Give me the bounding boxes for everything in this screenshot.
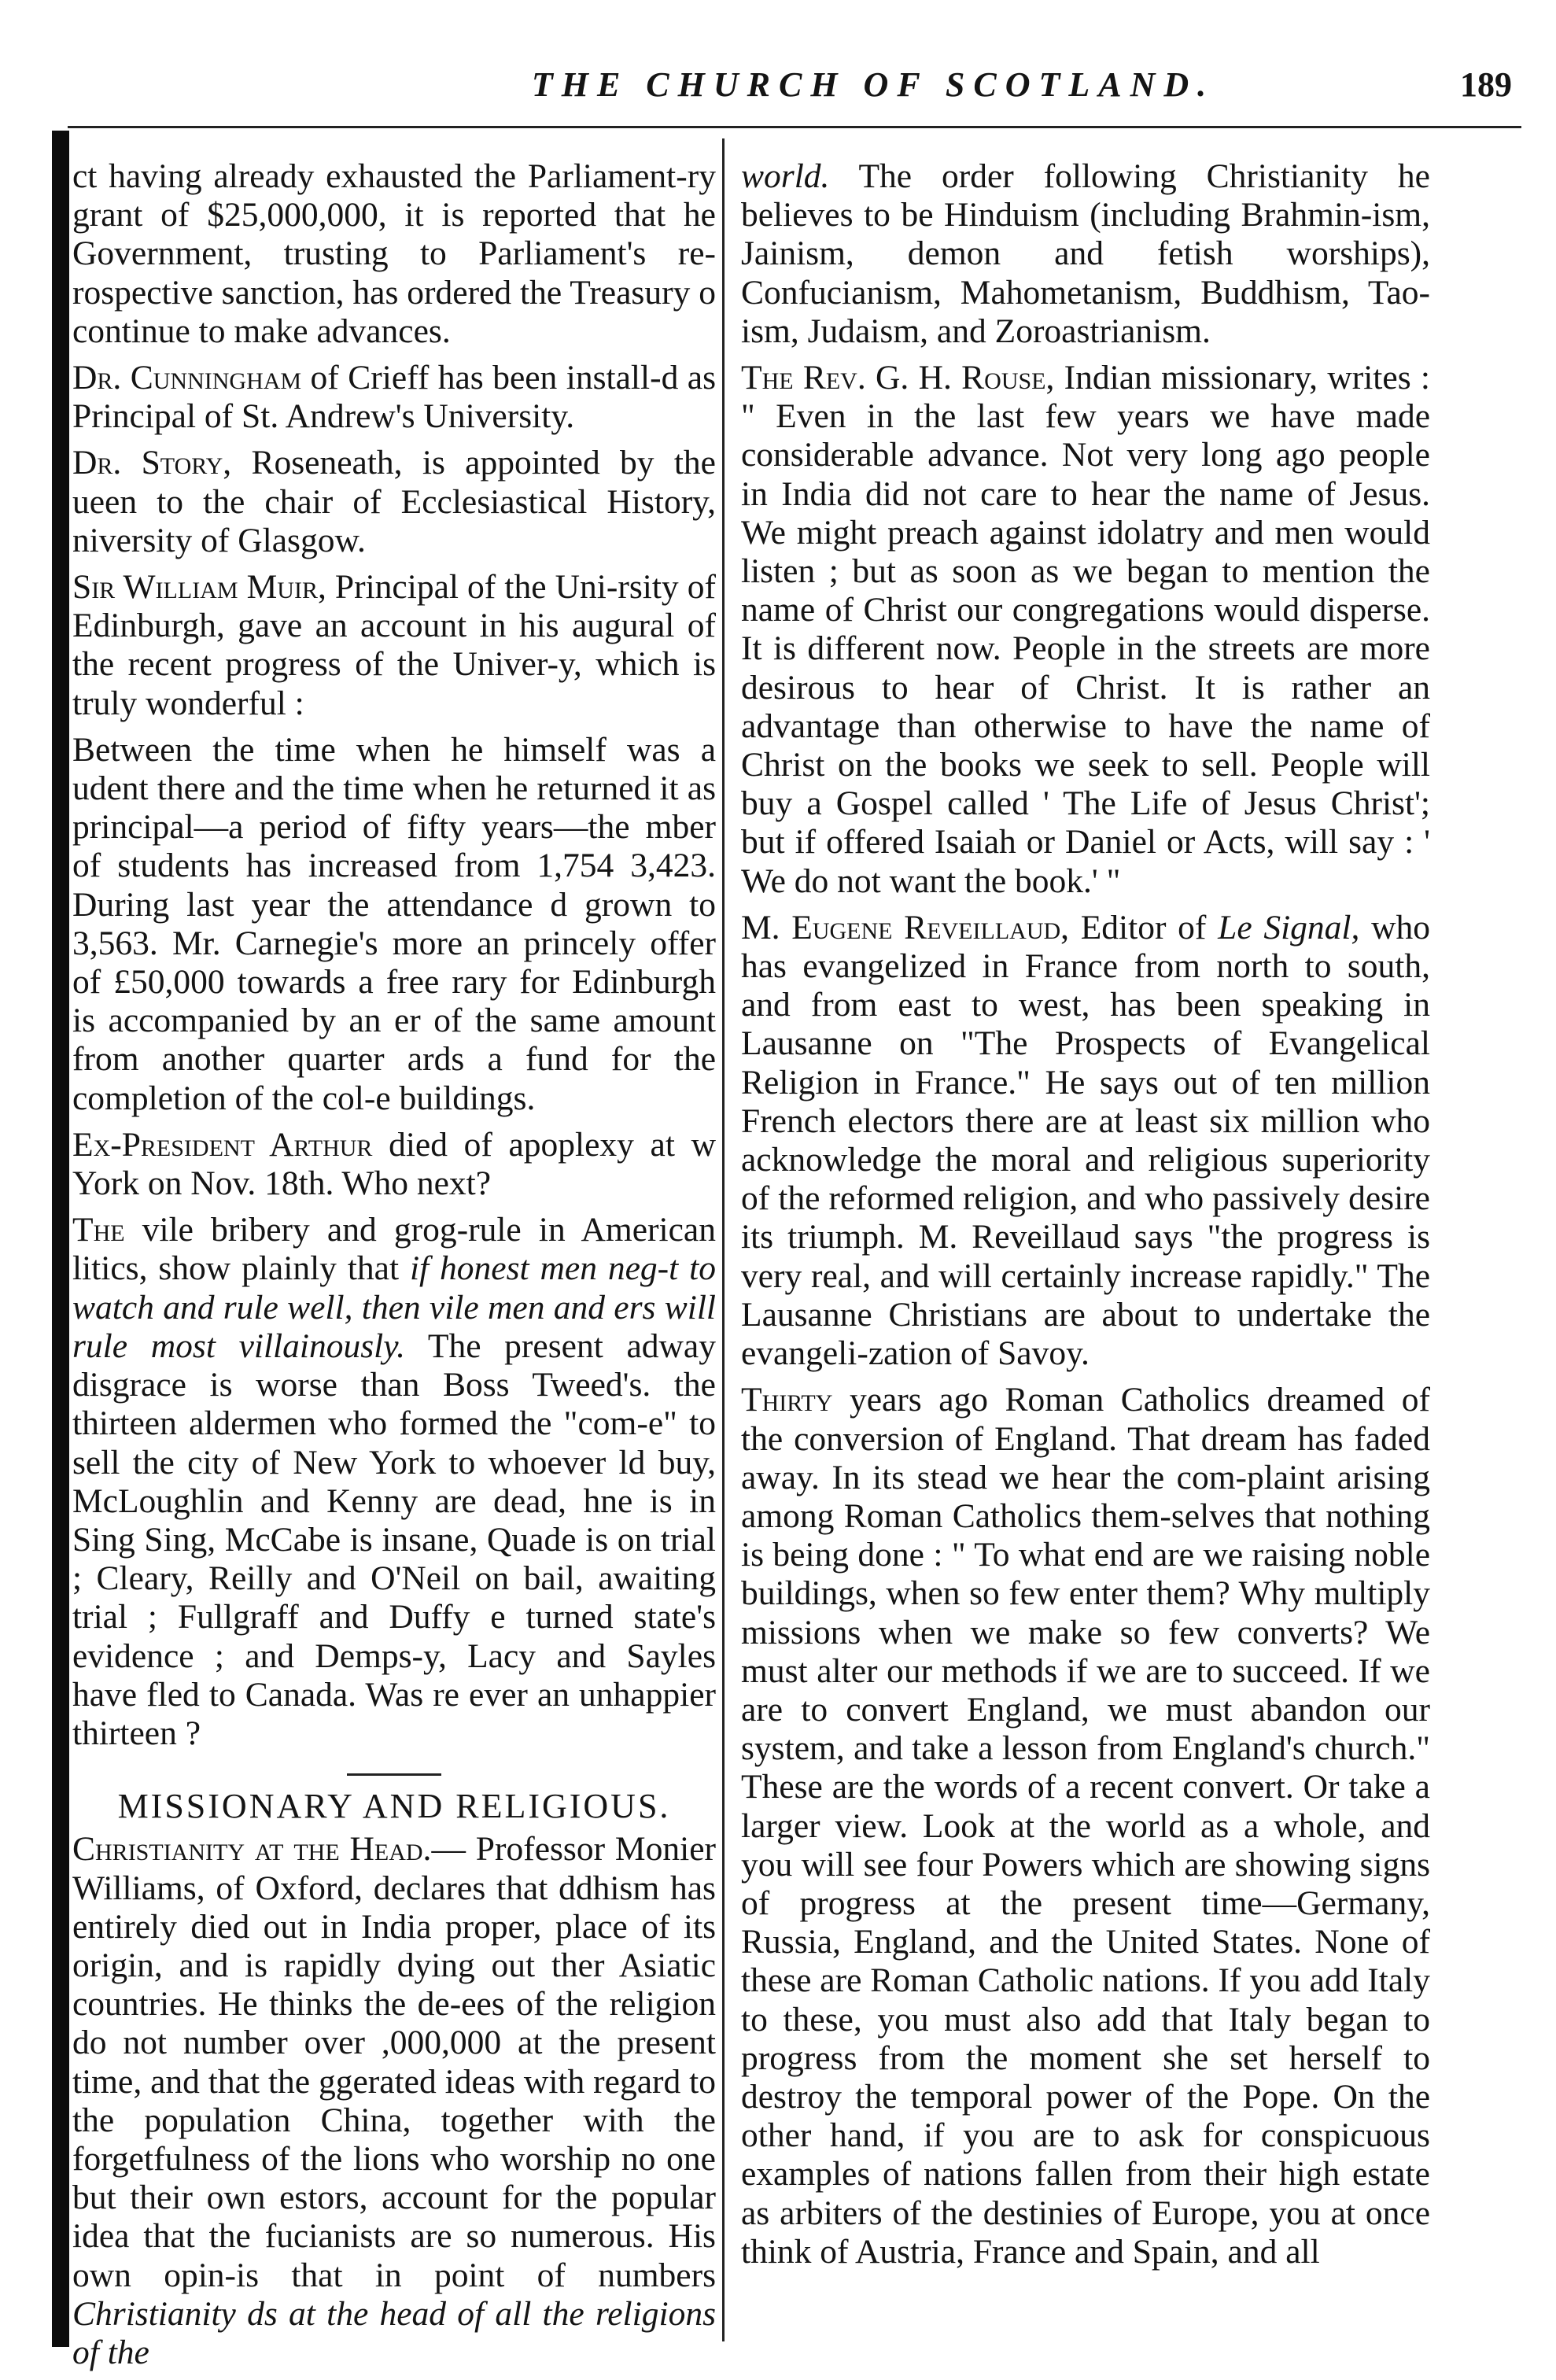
paragraph-text: Between the time when he himself was a udent there and the time when he returned it as principal—a period of fifty years—the mber of students has increased from 1,754 3,423. During last year the attendance d grown to 3,563. Mr. Carnegie's more an princely offer of £50,000 towards a free rary for Edinburgh is accompanied by an er of the same amount from another quarter ards a fund for the completion of the col-e buildings. [72, 730, 716, 1117]
paragraph [741, 157, 1430, 351]
paragraph-lead: Christianity at the Head. [72, 1830, 432, 1869]
paragraph-lead: Ex-President Arthur [72, 1125, 373, 1164]
paragraph-text: ct having already exhausted the Parliament-ry grant of $25,000,000, it is reported that he Government, trusting to Parliament's re-rospective sanction, has ordered the Treasury o continue to make advances. [72, 157, 716, 350]
right-column [741, 157, 1430, 2279]
paragraph-text: Principal of the Uni-rsity of Edinburgh, gave an account in his augural of the recent progress of the Univer-y, which is truly wonderful : [72, 568, 716, 722]
paragraph-text: vile bribery and grog-rule in American litics, show plainly that [72, 1211, 716, 1288]
paragraph-italic: if honest men neg-t to watch and rule well, then vile men and ers will rule most villainously. [72, 1249, 716, 1365]
paragraph-lead: Dr. Story, [72, 444, 232, 482]
paragraph-italic: world. [741, 157, 830, 195]
header-rule [68, 126, 1521, 128]
paragraph [741, 1381, 1430, 2271]
paragraph-text: of Crieff has been install-d as Principal of St. Andrew's University. [72, 359, 717, 436]
paragraph-text: years ago Roman Catholics dreamed of the conversion of England. That dream has faded away. In its stead we hear the com-plaint arising among Roman Catholics them-selves that nothing is being done : " To what end are we raising noble buildings, when so few enter them? Why multiply missions when we make so few converts? We must alter our methods if we are to succeed. If we are to convert England, we must abandon our system, and take a lesson from England's church." These are the words of a recent convert. Or take a larger view. Look at the world as a whole, and you will see four Powers which are showing signs of progress at the present time—Germany, Russia, England, and the United States. None of these are Roman Catholic nations. If you add Italy to these, you must also add that Italy began to progress from the moment she set herself to destroy the temporal power of the Pope. On the other hand, if you are to ask for conspicuous examples of nations fallen from their high estate as arbiters of the destinies of Europe, you at once think of Austria, France and Spain, and all [741, 1381, 1430, 2271]
paragraph [72, 1211, 716, 1753]
paragraph-italic: Le Signal, [1218, 908, 1360, 946]
paragraph [72, 1126, 716, 1203]
paragraph-lead: The [72, 1211, 125, 1249]
paragraph-text: The present adway disgrace is worse than Boss Tweed's. the thirteen aldermen who formed the "com-e" to sell the city of New York to whoever ld buy, McLoughlin and Kenny are dead, hne is in Sing Sing, McCabe is insane, Quade is on trial ; Cleary, Reilly and O'Neil on bail, awaiting trial ; Fullgraff and Duffy e turned state's evidence ; and Demps-y, Lacy and Sayles have fled to Canada. Was re ever an unhappier thirteen ? [72, 1327, 716, 1752]
paragraph-text: who has evangelized in France from north to south, and from east to west, has been speaking in Lausanne on "The Prospects of Evangelical Religion in France." He says out of ten million French electors there are at least six million who acknowledge the moral and religious superiority of the reformed religion, and who passively desire its triumph. M. Reveillaud says "the progress is very real, and will certainly increase rapidly." The Lausanne Christians are about to undertake the evangeli-zation of Savoy. [741, 908, 1431, 1373]
paragraph-text: Indian missionary, writes : " Even in the last few years we have made considerable advance. Not very long ago people in India did not care to hear the name of Jesus. We might preach against idolatry and men would listen ; but as soon as we began to mention the name of Christ our congregations would disperse. It is different now. People in the streets are more desirous to hear of Christ. It is rather an advantage than otherwise to have the name of Christ on the books we seek to sell. People will buy a Gospel called ' The Life of Jesus Christ'; but if offered Isaiah or Daniel or Acts, will say : ' We do not want the book.' " [741, 359, 1431, 900]
page-header [0, 0, 1556, 149]
paragraph-lead: Thirty [741, 1381, 833, 1419]
binding-shadow [52, 131, 69, 2347]
paragraph [741, 359, 1430, 901]
paragraph-lead: M. Eugene Reveillaud, [741, 908, 1070, 946]
paragraph [72, 568, 716, 723]
paragraph-text: Roseneath, is appointed by the ueen to the chair of Ecclesiastical History, niversity of Glasgow. [72, 444, 716, 559]
paragraph-lead: The Rev. G. H. Rouse, [741, 359, 1055, 397]
running-title: THE CHURCH OF SCOTLAND. [531, 65, 1215, 104]
paragraph-lead: Dr. Cunningham [72, 359, 302, 397]
paragraph-lead: Sir William Muir, [72, 568, 326, 607]
section-rule [347, 1773, 441, 1776]
paragraph-italic: Christianity ds at the head of all the religions of the [72, 2294, 716, 2371]
paragraph-text: Editor of [1069, 908, 1219, 946]
paragraph-text: The order following Christianity he believes to be Hinduism (including Brahmin-ism, Jainism, demon and fetish worships), Confucianism, Mahometanism, Buddhism, Tao-ism, Judaism, and Zoroastrianism. [741, 157, 1430, 350]
paragraph [72, 359, 716, 436]
section-heading: MISSIONARY AND RELIGIOUS. [117, 1787, 671, 1826]
page-number: 189 [1460, 65, 1512, 104]
paragraph-text: died of apoplexy at w York on Nov. 18th. Who next? [72, 1125, 717, 1203]
left-column [72, 157, 716, 2380]
paragraph [72, 157, 716, 351]
paragraph-text: — Professor Monier Williams, of Oxford, declares that ddhism has entirely died out in India proper, place of its origin, and is rapidly dying out ther Asiatic countries. He thinks the de-ees of the religion do not number over ,000,000 at the present time, and that the ggerated ideas with regard to the population China, together with the forgetfulness of the lions who worship no one but their own estors, account for the popular idea that the fucianists are so numerous. His own opin-is that in point of numbers [72, 1830, 716, 2294]
paragraph [72, 1830, 716, 2372]
paragraph [72, 444, 716, 560]
paragraph [72, 731, 716, 1118]
paragraph [741, 909, 1430, 1373]
column-divider [722, 138, 725, 2341]
